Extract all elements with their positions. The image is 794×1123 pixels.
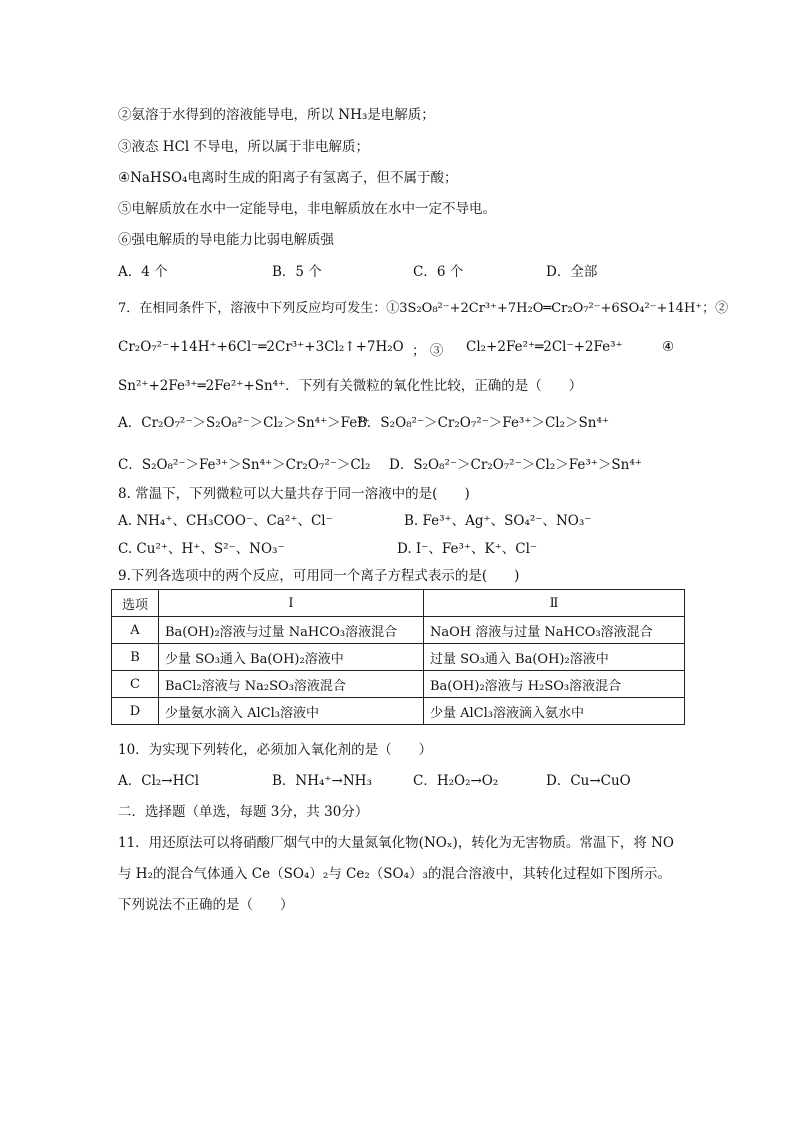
q6-option-c: C．6 个 <box>413 264 464 280</box>
table-cell: B <box>112 644 159 671</box>
q11-stem-line2: 与 H₂的混合气体通入 Ce（SO₄）₂与 Ce₂（SO₄）₃的混合溶液中，其转化过程如下图所示。 <box>118 866 671 882</box>
q6-item-6: ⑥强电解质的导电能力比弱电解质强 <box>118 232 334 248</box>
q7-marker-4: ④ <box>662 339 675 355</box>
q9-stem: 9.下列各选项中的两个反应，可用同一个离子方程式表示的是( ) <box>118 568 520 584</box>
table-cell: 过量 SO₃通入 Ba(OH)₂溶液中 <box>424 644 685 671</box>
table-header-cell: 选项 <box>112 590 159 617</box>
table-cell: 少量 AlCl₃溶液滴入氨水中 <box>424 698 685 725</box>
q7-stem-line3: Sn²⁺+2Fe³⁺═2Fe²⁺+Sn⁴⁺．下列有关微粒的氧化性比较，正确的是（ ） <box>118 378 583 394</box>
q7-option-d: D．S₂O₈²⁻＞Cr₂O₇²⁻＞Cl₂＞Fe³⁺＞Sn⁴⁺ <box>389 457 642 473</box>
q6-item-5: ⑤电解质放在水中一定能导电，非电解质放在水中一定不导电。 <box>118 201 496 217</box>
q10-option-a: A．Cl₂→HCl <box>118 773 200 789</box>
table-header-row <box>112 590 685 617</box>
q8-stem: 8. 常温下，下列微粒可以大量共存于同一溶液中的是( ) <box>118 486 470 502</box>
q11-stem-line3: 下列说法不正确的是（ ） <box>118 897 294 913</box>
table-row <box>112 671 685 698</box>
table-cell: 少量氨水滴入 AlCl₃溶液中 <box>159 698 424 725</box>
q7-stem-line1: 7．在相同条件下，溶液中下列反应均可发生：①3S₂O₈²⁻+2Cr³⁺+7H₂O═Cr₂O₇²⁻+6SO₄²⁻+14H⁺；② <box>118 301 729 316</box>
q9-table <box>111 589 685 725</box>
table-cell: A <box>112 617 159 644</box>
section-heading: 二．选择题（单选，每题 3分，共 30分） <box>118 804 369 820</box>
q6-option-a: A．4 个 <box>118 264 168 280</box>
table-row <box>112 698 685 725</box>
table-cell: 少量 SO₃通入 Ba(OH)₂溶液中 <box>159 644 424 671</box>
table-header-cell: Ⅰ <box>159 590 424 617</box>
q10-option-d: D．Cu→CuO <box>546 773 631 789</box>
q11-stem-line1: 11．用还原法可以将硝酸厂烟气中的大量氮氧化物(NOₓ)，转化为无害物质。常温下，将 NO <box>118 835 674 851</box>
q6-option-d: D．全部 <box>546 264 598 280</box>
q10-option-b: B．NH₄⁺→NH₃ <box>272 773 372 789</box>
table-row <box>112 617 685 644</box>
q6-option-b: B．5 个 <box>272 264 322 280</box>
q6-item-2: ②氨溶于水得到的溶液能导电，所以 NH₃是电解质； <box>118 107 435 123</box>
q7-equation-3: Cl₂+2Fe²⁺═2Cl⁻+2Fe³⁺ <box>466 339 623 355</box>
q8-option-a: A. NH₄⁺、CH₃COO⁻、Ca²⁺、Cl⁻ <box>118 513 333 529</box>
q6-item-3: ③液态 HCl 不导电，所以属于非电解质； <box>118 139 370 155</box>
table-cell: NaOH 溶液与过量 NaHCO₃溶液混合 <box>424 617 685 644</box>
table-cell: C <box>112 671 159 698</box>
q7-option-a: A．Cr₂O₇²⁻＞S₂O₈²⁻＞Cl₂＞Sn⁴⁺＞Fe³⁺ <box>118 415 370 431</box>
q7-separator-3: ； ③ <box>412 343 444 359</box>
q7-option-b: B．S₂O₈²⁻＞Cr₂O₇²⁻＞Fe³⁺＞Cl₂＞Sn⁴⁺ <box>357 415 610 431</box>
q8-option-b: B. Fe³⁺、Ag⁺、SO₄²⁻、NO₃⁻ <box>404 513 592 529</box>
table-cell: Ba(OH)₂溶液与 H₂SO₃溶液混合 <box>424 671 685 698</box>
q8-option-d: D. I⁻、Fe³⁺、K⁺、Cl⁻ <box>397 541 538 557</box>
q7-equation-2: Cr₂O₇²⁻+14H⁺+6Cl⁻═2Cr³⁺+3Cl₂↑+7H₂O <box>118 339 404 355</box>
q10-stem: 10．为实现下列转化，必须加入氧化剂的是（ ） <box>118 742 433 758</box>
table-header-cell: Ⅱ <box>424 590 685 617</box>
q8-option-c: C. Cu²⁺、H⁺、S²⁻、NO₃⁻ <box>118 541 285 557</box>
table-cell: D <box>112 698 159 725</box>
table-cell: BaCl₂溶液与 Na₂SO₃溶液混合 <box>159 671 424 698</box>
q10-option-c: C．H₂O₂→O₂ <box>413 773 499 789</box>
table-row <box>112 644 685 671</box>
q6-item-4: ④NaHSO₄电离时生成的阳离子有氢离子，但不属于酸； <box>118 170 458 186</box>
table-cell: Ba(OH)₂溶液与过量 NaHCO₃溶液混合 <box>159 617 424 644</box>
q7-option-c: C．S₂O₈²⁻＞Fe³⁺＞Sn⁴⁺＞Cr₂O₇²⁻＞Cl₂ <box>118 457 371 473</box>
